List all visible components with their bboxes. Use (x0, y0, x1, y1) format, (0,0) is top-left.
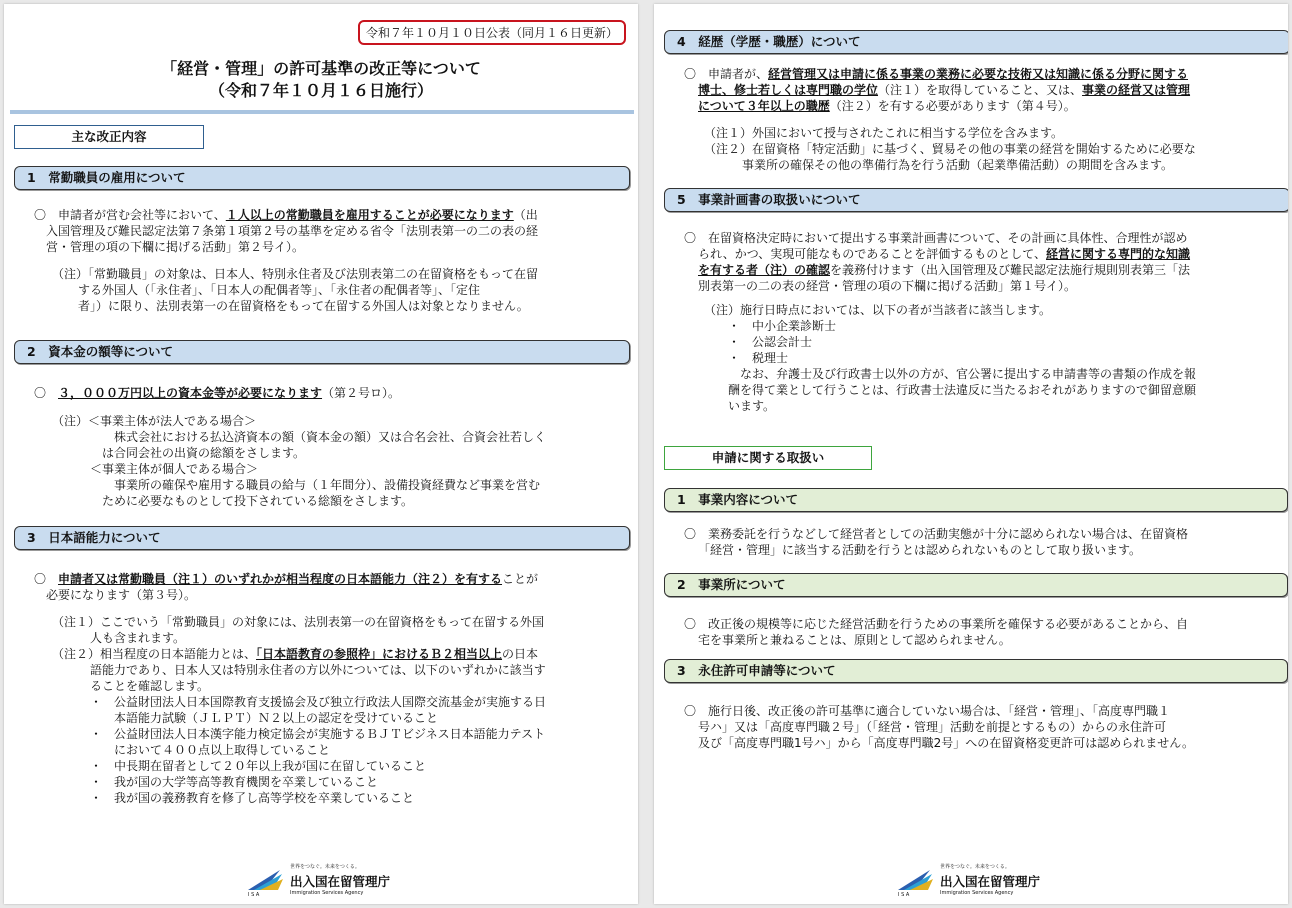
logo-abbr: I S A (898, 892, 910, 898)
logo-tagline: 世界をつなぐ。未来をつくる。 (290, 864, 360, 870)
note-career (704, 125, 1282, 173)
text-line: 〇 申請者又は常勤職員（注１）のいずれかが相当程度の日本語能力（注２）を有することが (34, 572, 539, 586)
text-line: 「経営・管理」に該当する活動を行うとは認められないものとして取り扱います。 (698, 543, 1142, 557)
text-line: 博士、修士若しくは専門職の学位（注１）を取得していること、又は、事業の経営又は管理 (698, 83, 1191, 97)
isa-logo (896, 864, 1056, 900)
logo-name: 出入国在留管理庁 (290, 874, 391, 889)
section-heading-permanent-residence: 3 永住許可申請等について (664, 659, 1288, 683)
main-changes-label: 主な改正内容 (14, 125, 204, 149)
paragraph-business-content (684, 526, 1282, 558)
note-business-plan (704, 302, 1282, 414)
text-line: ＜事業主体が個人である場合＞ (90, 462, 259, 476)
page-right (654, 4, 1288, 904)
publication-date-notice: 令和７年１０月１０日公表（同月１６日更新） (358, 20, 626, 45)
paragraph-permanent-residence (684, 703, 1282, 751)
document-title: 「経営・管理」の許可基準の改正等について (161, 59, 481, 78)
bullet-cpa: ・ 公認会計士 (728, 335, 813, 349)
paragraph-japanese (34, 571, 624, 603)
text-line: 〇 施行日後、改正後の許可基準に適合していない場合は、「経営・管理」、「高度専門職１ (684, 704, 1171, 718)
section-heading-business-plan: 5 事業計画書の取扱いについて (664, 188, 1288, 212)
isa-logo (246, 864, 406, 900)
text-line: 〇 申請者が、経営管理又は申請に係る事業の業務に必要な技術又は知識に係る分野に関する (684, 67, 1189, 81)
application-handling-label: 申請に関する取扱い (664, 446, 872, 470)
logo-tagline: 世界をつなぐ。未来をつくる。 (940, 864, 1010, 870)
text-line: （注）＜事業主体が法人である場合＞ (52, 414, 257, 428)
section-heading-career: 4 経歴（学歴・職歴）について (664, 30, 1288, 54)
note-capital (52, 413, 627, 509)
text-line: ることを確認します。 (90, 679, 210, 693)
paragraph-business-plan (684, 230, 1282, 294)
section-heading-office: 2 事業所について (664, 573, 1288, 597)
text-line: 人も含まれます。 (90, 631, 186, 645)
bullet-university: ・ 我が国の大学等高等教育機関を卒業していること (90, 775, 379, 789)
paragraph-capital: 〇 ３，０００万円以上の資本金等が必要になります（第２号ロ）。 (34, 386, 401, 400)
bullet-sme-consultant: ・ 中小企業診断士 (728, 319, 837, 333)
text-line: （注）施行日時点においては、以下の者が当該者に該当します。 (704, 303, 1052, 317)
text-line: 者」）に限り、法別表第一の在留資格をもって在留する外国人は対象となりません。 (78, 299, 529, 313)
text-line: 及び「高度専門職1号ハ」から「高度専門職2号」への在留資格変更許可は認められません。 (698, 736, 1194, 750)
text-line: （注２）相当程度の日本語能力とは、「日本語教育の参照枠」におけるＢ２相当以上の日本 (52, 647, 539, 661)
text-line: 株式会社における払込済資本の額（資本金の額）又は合名会社、合資会社若しく (114, 430, 547, 444)
paragraph-employment (34, 207, 624, 255)
text-line: なお、弁護士及び行政書士以外の方が、官公署に提出する申請書等の書類の作成を報 (740, 367, 1197, 381)
bullet-bjt: ・ 公益財団法人日本漢字能力検定協会が実施するＢＪＴビジネス日本語能力テスト において４００点以上取得していること (90, 727, 546, 757)
bullet-highschool: ・ 我が国の義務教育を修了し高等学校を卒業していること (90, 791, 415, 805)
document-subtitle: （令和７年１０月１６日施行） (208, 81, 433, 100)
logo-english: Immigration Services Agency (940, 890, 1014, 896)
text-line: 別表第一の二の表の経営・管理の項の下欄に掲げる活動」第１号イ）。 (698, 279, 1077, 293)
note-japanese (52, 614, 630, 806)
paragraph-office (684, 616, 1282, 648)
text-line: います。 (728, 399, 776, 413)
text-line: 号ハ」又は「高度専門職２号」（「経営・管理」活動を前提とするもの）からの永住許可 (698, 720, 1167, 734)
text-line: 〇 業務委託を行うなどして経営者としての活動実態が十分に認められない場合は、在留資格 (684, 527, 1189, 541)
text-line: られ、かつ、実現可能なものであることを評価するものとして、経営に関する専門的な知識 (698, 247, 1191, 261)
bullet-tax-accountant: ・ 税理士 (728, 351, 789, 365)
note-employment (52, 266, 627, 314)
text-line: 〇 改正後の規模等に応じた経営活動を行うための事業所を確保する必要があることから、自 (684, 617, 1189, 631)
text-line: について３年以上の職歴（注２）を有する必要があります（第４号）。 (698, 99, 1076, 113)
section-heading-japanese: 3 日本語能力について (14, 526, 630, 550)
text-line: （注１）ここでいう「常勤職員」の対象には、法別表第一の在留資格をもって在留する外国 (52, 615, 545, 629)
section-heading-capital: 2 資本金の額等について (14, 340, 630, 364)
title-divider (10, 110, 634, 114)
logo-name: 出入国在留管理庁 (940, 874, 1041, 889)
section-heading-employment: 1 常勤職員の雇用について (14, 166, 630, 190)
text-line: を有する者（注）の確認を義務付けます（出入国管理及び難民認定法施行規則別表第三「法 (698, 263, 1191, 277)
text-line: 事業所の確保や雇用する職員の給与（１年間分）、設備投資経費など事業を営む (114, 478, 541, 492)
isa-emblem-icon (246, 866, 284, 892)
text-line: する外国人（「永住者」、「日本人の配偶者等」、「永住者の配偶者等」、「定住 (78, 283, 481, 297)
text-line: （注２）在留資格「特定活動」に基づく、貿易その他の事業の経営を開始するために必要な (704, 142, 1196, 156)
isa-emblem-icon (896, 866, 934, 892)
text-line: 宅を事業所と兼ねることは、原則として認められません。 (698, 633, 1011, 647)
text-line: 入国管理及び難民認定法第７条第１項第２号の基準を定める省令「法別表第一の二の表の経 (46, 224, 539, 238)
section-heading-business-content: 1 事業内容について (664, 488, 1288, 512)
text-line: ために必要なものとして投下されている総額をさします。 (102, 494, 414, 508)
text-line: 〇 申請者が営む会社等において、１人以上の常勤職員を雇用することが必要になります（出 (34, 208, 538, 222)
bullet-jlpt: ・ 公益財団法人日本国際教育支援協会及び独立行政法人国際交流基金が実施する日 本語能力試験（ＪＬＰＴ）Ｎ２以上の認定を受けていること (90, 695, 547, 725)
logo-english: Immigration Services Agency (290, 890, 364, 896)
text-line: 営・管理の項の下欄に掲げる活動」第２号イ）。 (46, 240, 305, 254)
text-line: 酬を得て業として行うことは、行政書士法違反に当たるおそれがありますので御留意願 (728, 383, 1197, 397)
text-line: 必要になります（第３号）。 (46, 588, 197, 602)
text-line: 語能力であり、日本人又は特別永住者の方以外については、以下のいずれかに該当す (90, 663, 546, 677)
page-left (4, 4, 638, 904)
text-line: （注１）外国において授与されたこれに相当する学位を含みます。 (704, 126, 1064, 140)
bullet-residence: ・ 中長期在留者として２０年以上我が国に在留していること (90, 759, 427, 773)
paragraph-career (684, 66, 1282, 114)
logo-abbr: I S A (248, 892, 260, 898)
text-line: （注）「常勤職員」の対象は、日本人、特別永住者及び法別表第二の在留資格をもって在留 (52, 267, 539, 281)
text-line: 〇 在留資格決定時において提出する事業計画書について、その計画に具体性、合理性が認め (684, 231, 1188, 245)
text-line: 事業所の確保その他の準備行為を行う活動（起業準備活動）の期間を含みます。 (742, 158, 1174, 172)
text-line: は合同会社の出資の総額をさします。 (102, 446, 306, 460)
